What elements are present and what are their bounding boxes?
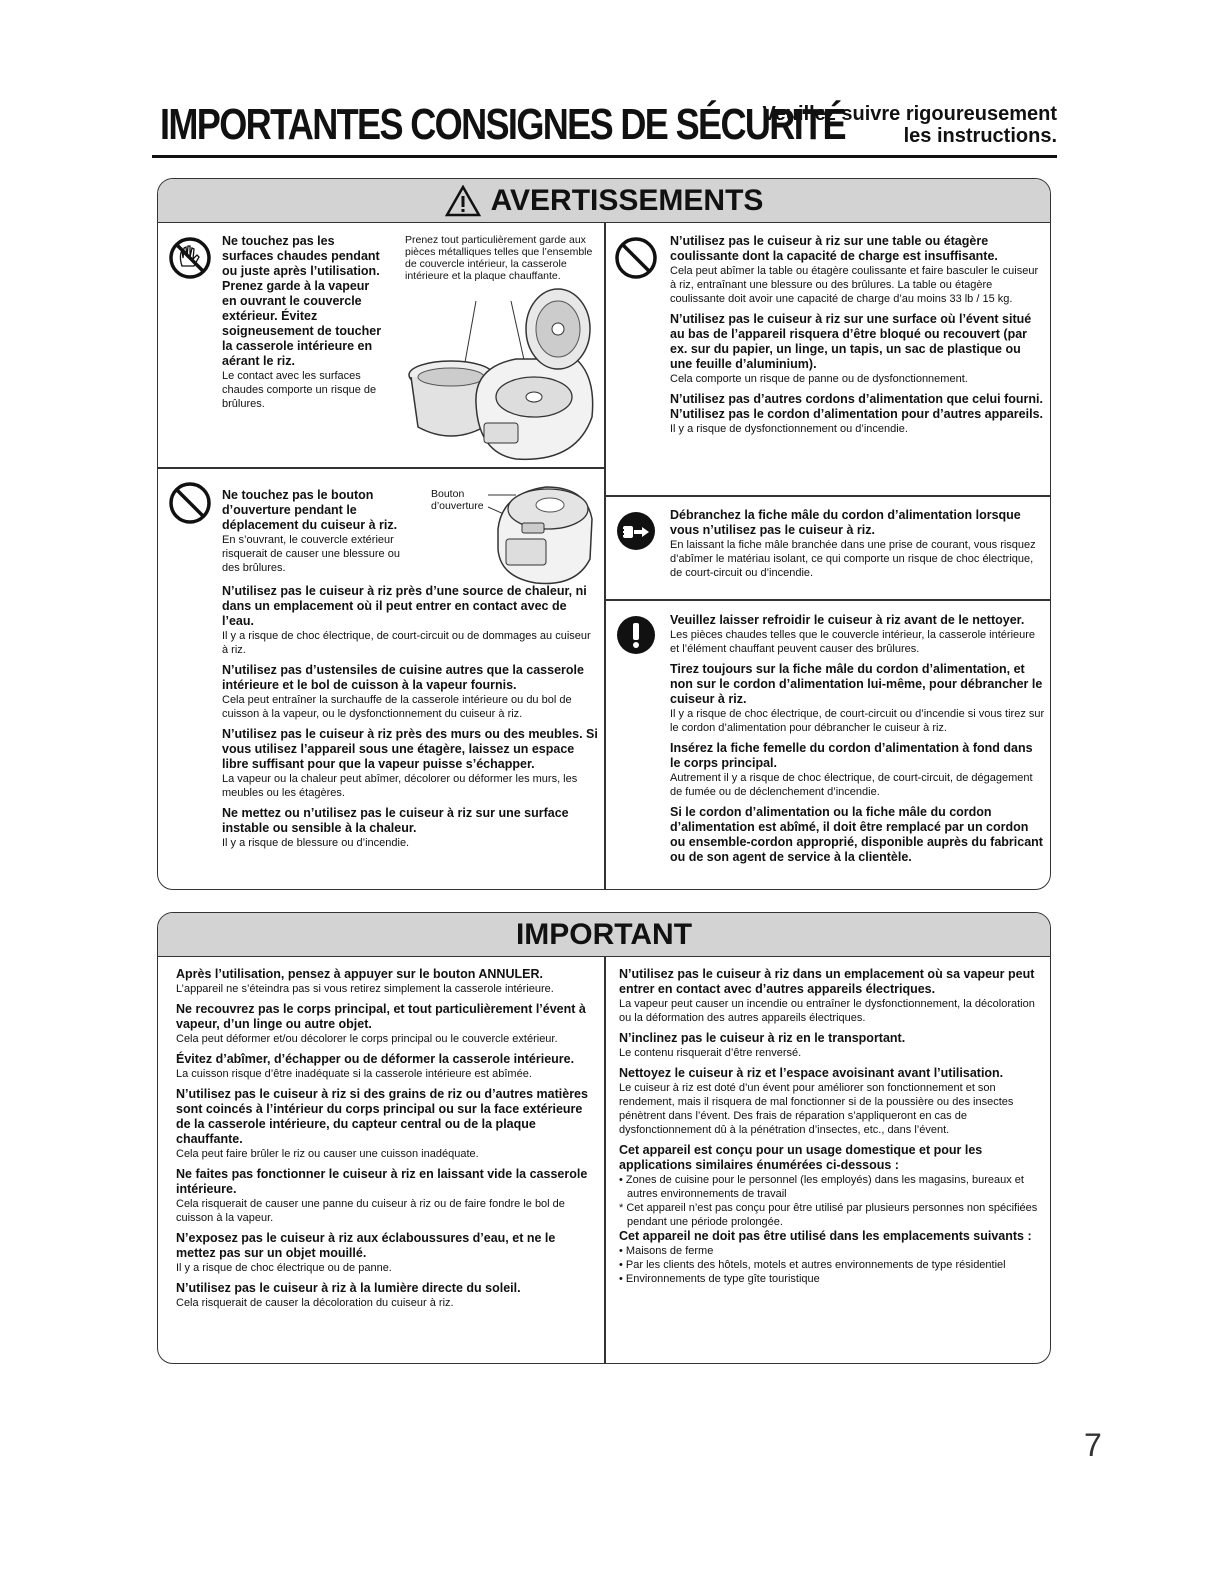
instruction-item: Insérez la fiche femelle du cordon d’alimentation à fond dans le corps principal. Autrement il y a risque de choc électrique, de court-circuit, de dégagement de fumée ou de déclenchement d’incendie. xyxy=(670,741,1033,798)
domestic-use-section: Cet appareil est conçu pour un usage domestique et pour les applications similaires énumérées ci-dessous : • Zones de cuisine pour le personnel (les employés) dans les magasins, bureaux et autres environnements de travail * Cet appareil n’est pas conçu pour être utilisé par plusieurs personnes non spécifiées pendant une période prolongée. Cet appareil ne doit pas être utilisé dans les emplacements suivants : • Maisons de ferme • Par les clients des hôtels, motels et autres environnements de type résidentiel • Environnements de type gîte touristique xyxy=(619,1143,1041,1286)
page-subtitle: Veuillez suivre rigoureusement les instructions. xyxy=(762,103,1057,147)
instruction-item: Si le cordon d’alimentation ou la fiche mâle du cordon d’alimentation est abîmé, il doit être remplacé par un cordon ou ensemble-cordon approprié, disponible auprès du fabricant ou de son agent de service à la clientèle. xyxy=(670,805,1043,864)
important-item: Nettoyez le cuiseur à riz et l’espace avoisinant avant l’utilisation. Le cuiseur à riz est doté d’un évent pour améliorer son fonctionnement et son rendement, mais il risquera de mal fonctionner si de la poussière ou des insectes pénètrent dans l’évent. Des frais de réparation s’appliqueront en cas de dysfonctionnement dû à la pénétration d’insectes, etc., dans l’évent. xyxy=(619,1066,1014,1136)
warning-item: N’utilisez pas le cuiseur à riz sur une surface où l’évent situé au bas de l’appareil risquera d’être bloqué ou recouvert (par ex. sur du papier, un linge, un tapis, un sac de plastique ou une feuille d’aluminium). Cela comporte un risque de panne ou de dysfonctionnement. xyxy=(670,312,1032,385)
title-rule xyxy=(152,155,1057,158)
row-divider xyxy=(604,599,1051,601)
row-divider xyxy=(604,495,1051,497)
metal-parts-caption: Prenez tout particulièrement garde aux pièces métalliques telles que l’ensemble de couvercle intérieur, la casserole intérieure et la plaque chauffante. xyxy=(405,234,593,282)
warning-triangle-icon xyxy=(445,185,481,217)
domestic-use-list xyxy=(619,1173,1041,1229)
instruction-item: Veuillez laisser refroidir le cuiseur à riz avant de le nettoyer. Les pièces chaudes telles que le couvercle intérieur, la casserole intérieure et l’élément chauffant peuvent causer des brûlures. xyxy=(670,613,1036,655)
important-header xyxy=(158,913,1050,957)
list-item: • Maisons de ferme xyxy=(619,1245,714,1257)
do-not-touch-icon xyxy=(168,236,212,280)
open-button-warning: Ne touchez pas le bouton d’ouverture pendant le déplacement du cuiseur à riz. En s’ouvrant, le couvercle extérieur risquerait de causer une blessure ou des brûlures. xyxy=(222,488,400,574)
unplug-warning: Débranchez la fiche mâle du cordon d’alimentation lorsque vous n’utilisez pas le cuiseur à riz. En laissant la fiche mâle branchée dans une prise de courant, vous risquez d’abîmer le matériau isolant, ce qui comporte un risque de choc électrique, de court-circuit ou d’incendie. xyxy=(670,508,1036,579)
warning-item: N’utilisez pas le cuiseur à riz sur une table ou étagère coulissante dont la capacité de charge est insuffisante. Cela peut abîmer la table ou étagère coulissante et faire basculer le cuiseur à riz, entraînant une blessure ou des brûlures. La table ou étagère coulissante doit avoir une capacité de charge d’au moins 33 lb / 15 kg. xyxy=(670,234,1039,305)
warnings-box xyxy=(157,178,1051,890)
important-item: N’utilisez pas le cuiseur à riz si des grains de riz ou d’autres matières sont coincés à l’intérieur du corps principal ou sur la face extérieure de la casserole intérieure, du capteur central ou de la plaque chauffante. Cela peut faire brûler le riz ou causer une cuisson inadéquate. xyxy=(176,1087,588,1160)
rice-cooker-open-illustration xyxy=(406,287,596,463)
open-button-caption: Bouton d’ouverture xyxy=(431,488,484,512)
list-item: • Zones de cuisine pour le personnel (les employés) dans les magasins, bureaux et autres environnements de travail xyxy=(619,1174,1024,1200)
column-divider xyxy=(604,223,606,889)
left-warning-list xyxy=(222,584,598,856)
warnings-heading: AVERTISSEMENTS xyxy=(490,183,764,217)
important-item: Ne recouvrez pas le corps principal, et tout particulièrement l’évent à vapeur, d’un linge ou autre objet. Cela peut déformer et/ou décolorer le corps principal ou le couvercle extérieur. xyxy=(176,1002,586,1045)
important-box xyxy=(157,912,1051,1364)
important-left-list xyxy=(176,967,598,1316)
important-item: N’utilisez pas le cuiseur à riz dans un emplacement où sa vapeur peut entrer en contact avec d’autres appareils électriques. La vapeur peut causer un incendie ou entraîner le dysfonctionnement, la décoloration ou la déformation des autres appareils électriques. xyxy=(619,967,1035,1024)
column-divider xyxy=(604,957,606,1363)
important-item: Ne faites pas fonctionner le cuiseur à riz en laissant vide la casserole intérieure. Cela risquerait de causer une panne du cuiseur à riz ou de faire fondre le bol de cuisson à la vapeur. xyxy=(176,1167,588,1224)
important-right-list xyxy=(619,967,1041,1292)
row-divider xyxy=(158,467,604,469)
list-item: • Par les clients des hôtels, motels et autres environnements de type résidentiel xyxy=(619,1259,1006,1271)
warning-item: N’utilisez pas le cuiseur à riz près d’une source de chaleur, ni dans un emplacement où il peut entrer en contact avec de l’eau. Il y a risque de choc électrique, de court-circuit ou de dommages au cuiseur à riz. xyxy=(222,584,591,656)
right-instruction-list xyxy=(670,613,1046,871)
warning-item: Ne mettez ou n’utilisez pas le cuiseur à riz sur une surface instable ou sensible à la chaleur. Il y a risque de blessure ou d’incendie. xyxy=(222,806,569,849)
important-item: Évitez d’abîmer, d’échapper ou de déformer la casserole intérieure. La cuisson risque d’être inadéquate si la casserole intérieure est abîmée. xyxy=(176,1052,575,1080)
prohibited-icon xyxy=(614,236,658,280)
important-heading: IMPORTANT xyxy=(515,917,693,951)
important-item: Après l’utilisation, pensez à appuyer sur le bouton ANNULER. L’appareil ne s’éteindra pas si vous retirez simplement la casserole intérieure. xyxy=(176,967,554,995)
important-item: N’inclinez pas le cuiseur à riz en le transportant. Le contenu risquerait d’être renversé. xyxy=(619,1031,906,1059)
unplug-icon xyxy=(616,511,656,551)
rice-cooker-closed-illustration xyxy=(486,479,598,591)
hot-surfaces-warning: Ne touchez pas les surfaces chaudes pendant ou juste après l’utilisation. Prenez garde à la vapeur en ouvrant le couvercle extérieur. Évitez soigneusement de toucher la casserole intérieure en aérant le riz. Le contact avec les surfaces chaudes comporte un risque de brûlures. xyxy=(222,234,382,410)
excluded-locations-list xyxy=(619,1244,1041,1286)
list-item: • Environnements de type gîte touristique xyxy=(619,1273,820,1285)
instruction-item: Tirez toujours sur la fiche mâle du cordon d’alimentation, et non sur le cordon d’alimentation lui-même, pour débrancher le cuiseur à riz. Il y a risque de choc électrique, de court-circuit ou d’incendie si vous tirez sur le cordon d’alimentation pour débrancher le cuiseur à riz. xyxy=(670,662,1045,734)
important-item: N’exposez pas le cuiseur à riz aux éclaboussures d’eau, et ne le mettez pas sur un objet mouillé. Il y a risque de choc électrique ou de panne. xyxy=(176,1231,556,1274)
page-number: 7 xyxy=(1084,1427,1102,1463)
list-item: * Cet appareil n’est pas conçu pour être utilisé par plusieurs personnes non spécifiées pendant une période prolongée. xyxy=(619,1202,1038,1228)
prohibited-icon xyxy=(168,481,212,525)
important-item: N’utilisez pas le cuiseur à riz à la lumière directe du soleil. Cela risquerait de causer la décoloration du cuiseur à riz. xyxy=(176,1281,521,1309)
page-title: IMPORTANTES CONSIGNES DE SÉCURITÉ xyxy=(160,100,845,149)
warning-item: N’utilisez pas le cuiseur à riz près des murs ou des meubles. Si vous utilisez l’appareil sous une étagère, laissez un espace libre suffisant pour que la vapeur puisse s’échapper. La vapeur ou la chaleur peut abîmer, décolorer ou déformer les murs, les meubles ou les étagères. xyxy=(222,727,598,799)
warnings-header xyxy=(158,179,1050,223)
mandatory-action-icon xyxy=(616,615,656,655)
warning-item: N’utilisez pas d’autres cordons d’alimentation que celui fourni. N’utilisez pas le cordon d’alimentation pour d’autres appareils. Il y a risque de dysfonctionnement ou d’incendie. xyxy=(670,392,1043,435)
right-warning-list xyxy=(670,234,1044,442)
warning-item: N’utilisez pas d’ustensiles de cuisine autres que la casserole intérieure et le bol de cuisson à la vapeur fournis. Cela peut entraîner la surchauffe de la casserole intérieure ou du bol de cuisson à la vapeur, ou le dysfonctionnement du cuiseur à riz. xyxy=(222,663,584,720)
